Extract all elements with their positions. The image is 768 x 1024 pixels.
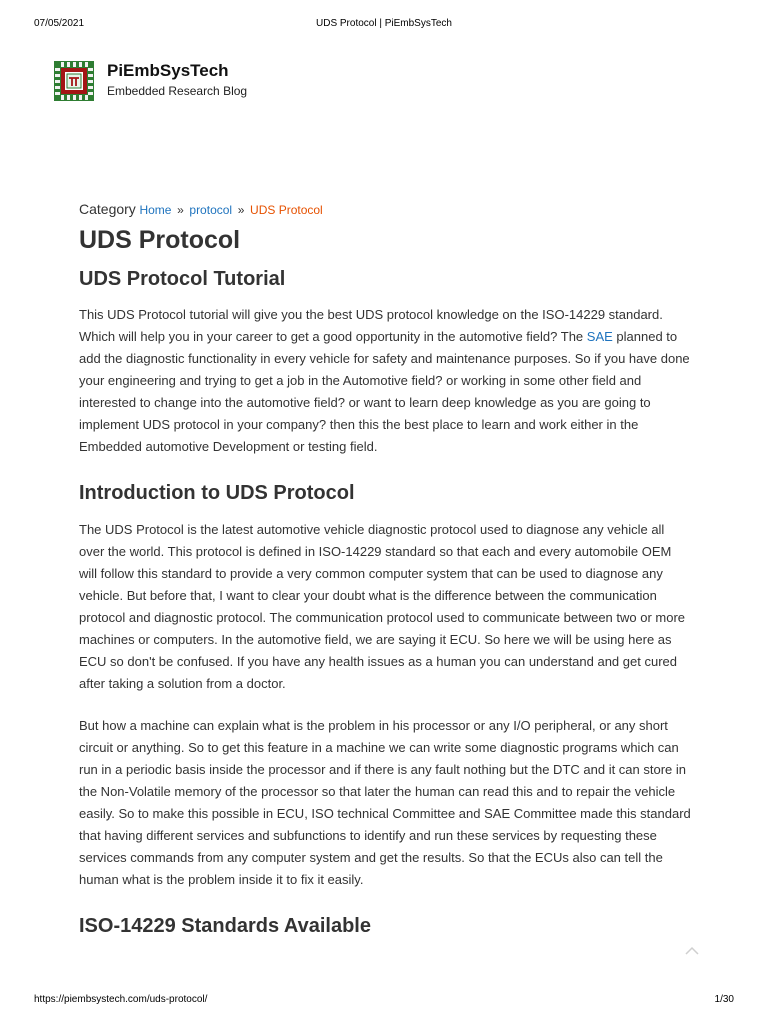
site-name[interactable]: PiEmbSysTech bbox=[107, 61, 229, 80]
site-tagline: Embedded Research Blog bbox=[107, 84, 248, 98]
introduction-paragraph-2: But how a machine can explain what is the problem in his processor or any I/O peripheral, or any short circuit or anything. So to get this feature in a machine we can write some diagnostic programs which can run in a periodic basis inside the processor and if there is any fault nothing but the DTC and it can store in the Non-Volatile memory of the processor so that later the human can read this and to repair the vehicle easily. So to make this possible in ECU, ISO technical Committee and SAE Committee made this standard that having different services and subfunctions to identify and run these services by requesting these services commands from any computer system and get the results. So that the ECUs also can tell the human what is the problem inside it to fix it easily. bbox=[79, 718, 691, 887]
scroll-to-top-icon[interactable] bbox=[684, 945, 700, 957]
print-header bbox=[34, 18, 734, 30]
breadcrumb-label: Category bbox=[79, 201, 136, 217]
intro-paragraph bbox=[79, 304, 691, 458]
sae-link[interactable]: SAE bbox=[586, 329, 613, 344]
tutorial-heading: UDS Protocol Tutorial bbox=[79, 268, 286, 290]
intro-text-end: planned to add the diagnostic functionality in every vehicle for safety and maintenance purposes. So if you have done your engineering and trying to get a job in the Automotive field? or working in some other field and interested to change into the automotive field? or want to learn deep knowledge as you are going to implement UDS protocol in your company? then this the best place to learn and work either in the Embedded automotive Development or testing field. bbox=[79, 329, 690, 454]
print-date: 07/05/2021 bbox=[34, 18, 85, 29]
introduction-heading: Introduction to UDS Protocol bbox=[79, 482, 355, 504]
print-doc-title: UDS Protocol | PiEmbSysTech bbox=[316, 18, 452, 29]
breadcrumb-home-link[interactable]: Home bbox=[139, 203, 172, 217]
intro-text-start: This UDS Protocol tutorial will give you the best UDS protocol knowledge on the ISO-14229 standard. Which will help you in your career to get a good opportunity in the automotive field? The bbox=[79, 307, 663, 344]
print-footer bbox=[34, 994, 734, 1006]
print-url: https://piembsystech.com/uds-protocol/ bbox=[34, 994, 208, 1005]
breadcrumb-category-link[interactable]: protocol bbox=[189, 203, 233, 217]
print-page-number: 1/30 bbox=[714, 994, 734, 1005]
brand-text bbox=[107, 61, 247, 99]
introduction-paragraph-1: The UDS Protocol is the latest automotive vehicle diagnostic protocol used to diagnose any vehicle all over the world. This protocol is defined in ISO-14229 standard so that each and every automobile OEM will follow this standard to provide a very common computer system that can be used to diagnose any vehicle. But before that, I want to clear your doubt what is the difference between the communication protocol and diagnostic protocol. The communication protocol used to communicate between two or more machines or computers. In the automotive field, we are saying it ECU. So here we will be using here as ECU so don't be confused. If you have any health issues as a human you can understand and get cured after taking a solution from a doctor. bbox=[79, 522, 686, 691]
breadcrumb-separator: » bbox=[177, 203, 184, 217]
breadcrumb-separator: » bbox=[237, 203, 245, 217]
page-title: UDS Protocol bbox=[79, 226, 241, 254]
pi-chip-logo-icon[interactable] bbox=[54, 61, 94, 101]
breadcrumb bbox=[79, 200, 691, 219]
standards-heading: ISO-14229 Standards Available bbox=[79, 915, 371, 937]
article-content bbox=[79, 200, 691, 938]
breadcrumb-current: UDS Protocol bbox=[250, 203, 323, 217]
